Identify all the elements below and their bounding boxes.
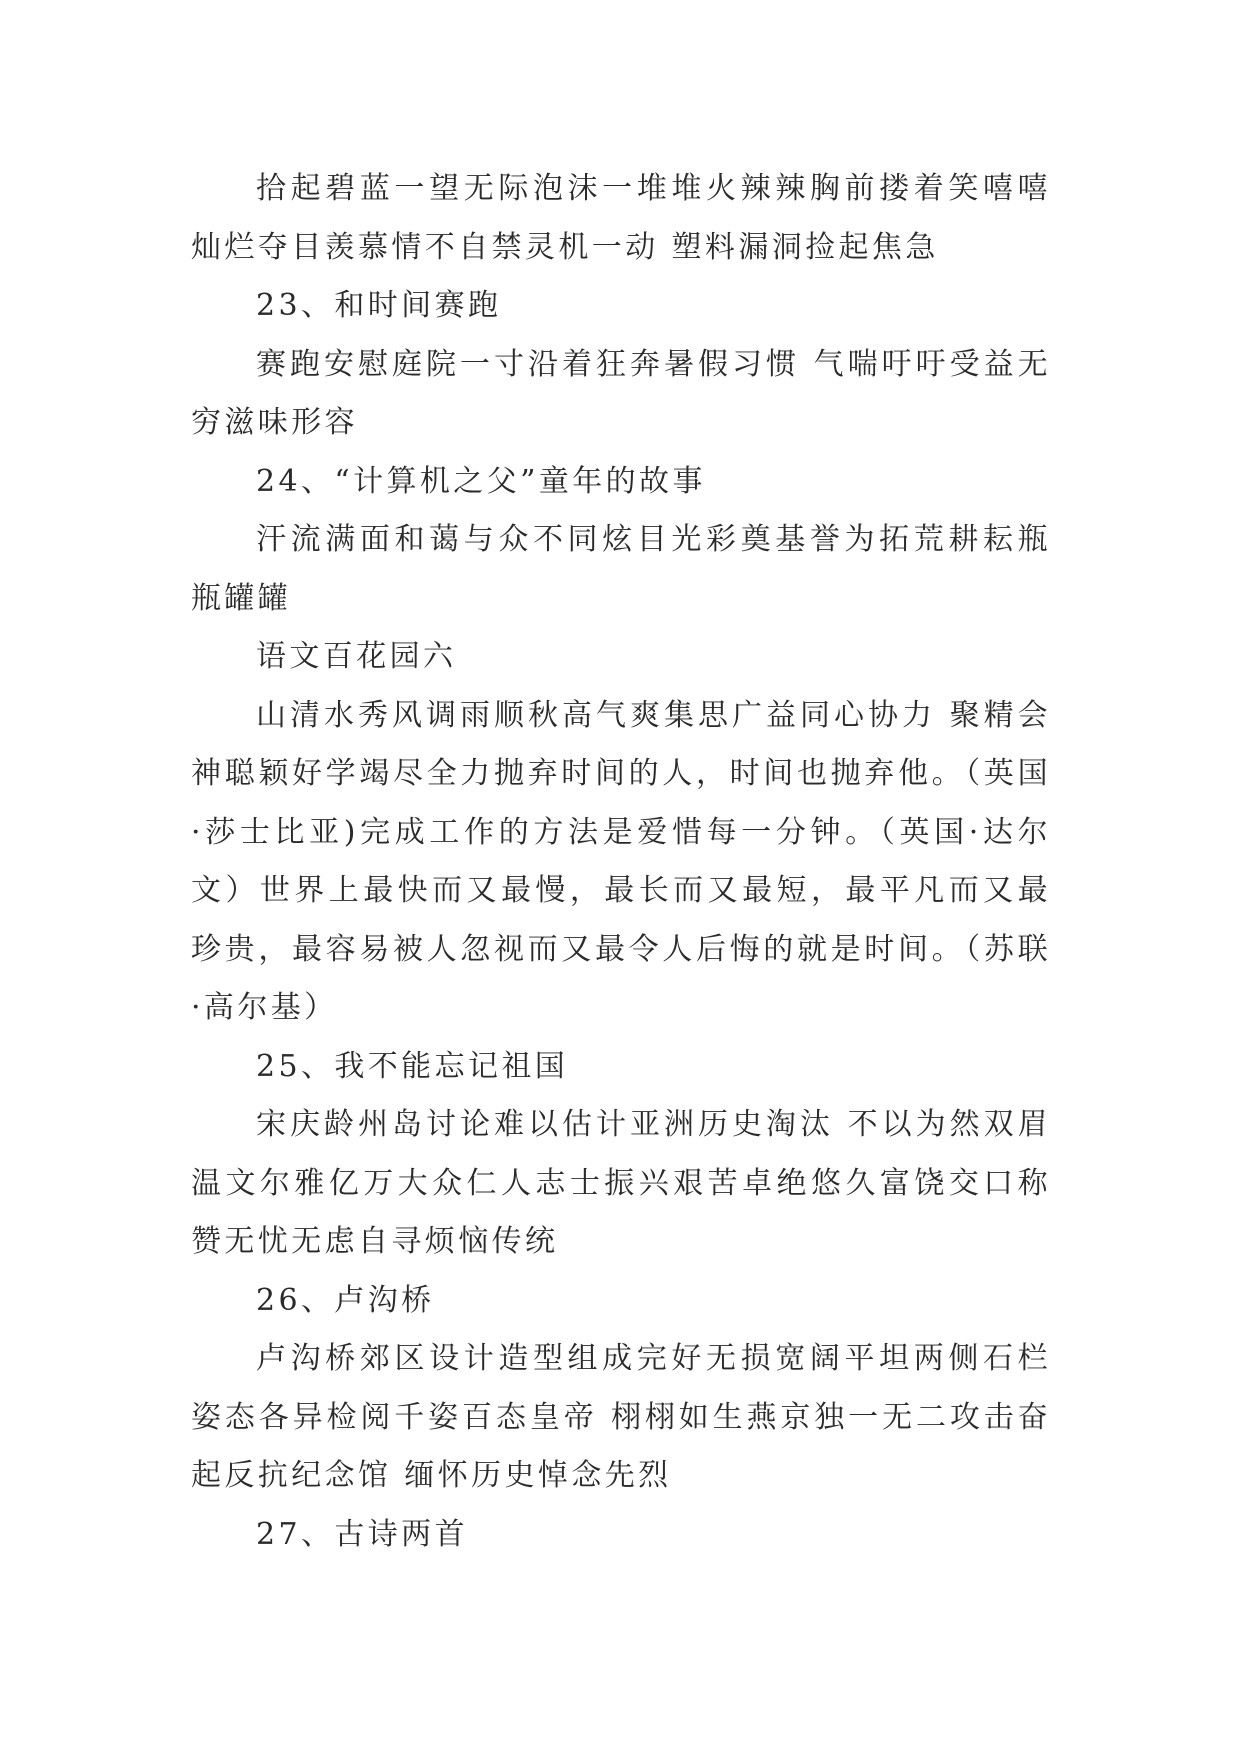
- document-page: [191, 160, 1051, 1564]
- lesson-heading-24: 24、“计算机之父”童年的故事: [256, 463, 706, 499]
- lesson-heading-27: 27、古诗两首: [256, 1516, 468, 1552]
- word-list-paragraph: 山清水秀风调雨顺秋高气爽集思广益同心协力 聚精会神聪颖好学竭尽全力抛弃时间的人，时间也抛弃他。（英国·莎士比亚)完成工作的方法是爱惜每一分钟。（英国·达尔文）世界上最快而又最慢，最长而又最短，最平凡而又最珍贵，最容易被人忽视而又最令人后悔的就是时间。（苏联·高尔基）: [191, 697, 1051, 1025]
- lesson-heading-23: 23、和时间赛跑: [256, 288, 502, 323]
- word-list-paragraph: 宋庆龄州岛讨论难以估计亚洲历史淘汰 不以为然双眉温文尔雅亿万大众仁人志士振兴艰苦卓绝悠久富饶交口称赞无忧无虑自寻烦恼传统: [191, 1107, 1051, 1259]
- word-list-paragraph: 赛跑安慰庭院一寸沿着狂奔暑假习惯 气喘吁吁受益无穷滋味形容: [191, 346, 1051, 440]
- word-list-paragraph: 拾起碧蓝一望无际泡沫一堆堆火辣辣胸前搂着笑嘻嘻灿烂夺目羡慕情不自禁灵机一动 塑料漏洞捡起焦急: [191, 171, 1051, 265]
- lesson-heading-25: 25、我不能忘记祖国: [256, 1048, 569, 1084]
- word-list-paragraph: 汗流满面和蔼与众不同炫目光彩奠基誉为拓荒耕耘瓶瓶罐罐: [191, 522, 1051, 616]
- word-list-paragraph: 卢沟桥郊区设计造型组成完好无损宽阔平坦两侧石栏姿态各异检阅千姿百态皇帝 栩栩如生燕京独一无二攻击奋起反抗纪念馆 缅怀历史悼念先烈: [191, 1341, 1051, 1493]
- lesson-heading-26: 26、卢沟桥: [256, 1282, 435, 1318]
- section-heading-garden-6: 语文百花园六: [256, 639, 457, 674]
